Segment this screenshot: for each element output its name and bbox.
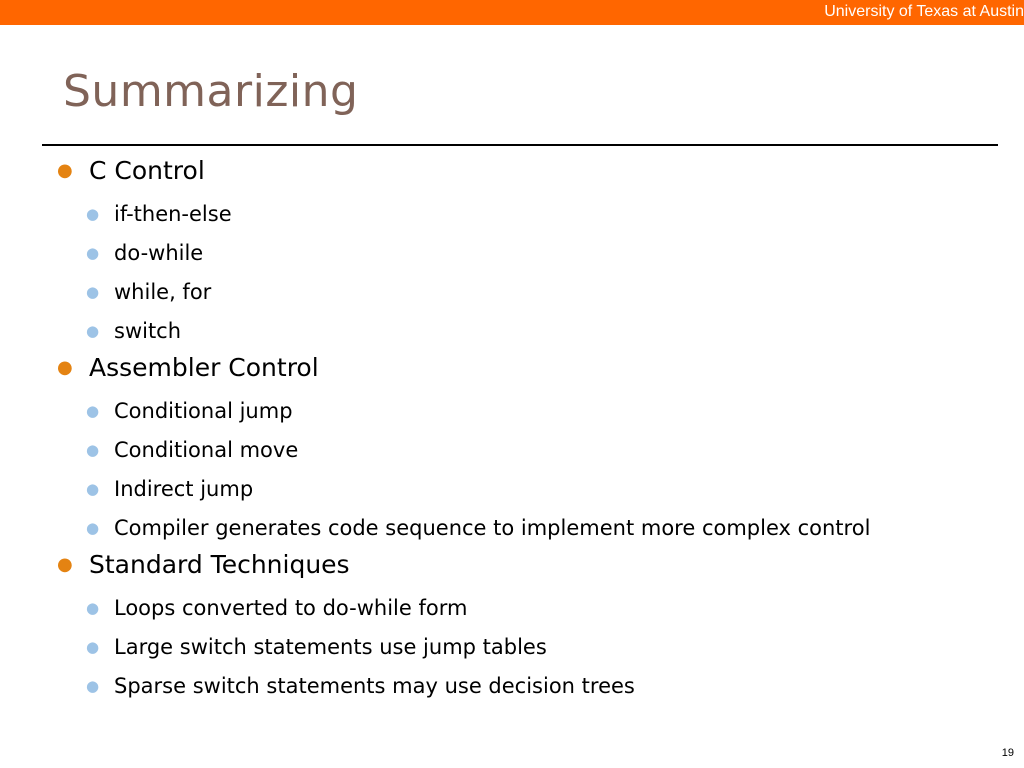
sub-bullet-item <box>56 316 956 346</box>
sub-bullet-text: do-while <box>114 241 204 265</box>
sub-bullet-item <box>56 474 956 504</box>
bullet-dot-icon: ● <box>86 283 100 301</box>
sub-bullet-text: Loops converted to do-while form <box>114 596 468 620</box>
sub-bullet-item <box>56 277 956 307</box>
sub-bullet-item <box>56 632 956 662</box>
bullet-dot-icon: ● <box>86 244 100 262</box>
bullet-dot-icon: ● <box>86 638 100 656</box>
title-divider <box>42 144 998 146</box>
sub-bullet-item <box>56 671 956 701</box>
sub-bullet-text: Conditional jump <box>114 399 293 423</box>
bullet-dot-icon: ● <box>86 677 100 695</box>
bullet-dot-icon: ● <box>86 519 100 537</box>
sub-bullet-item <box>56 435 956 465</box>
sub-bullet-text: Sparse switch statements may use decision trees <box>114 674 635 698</box>
sub-bullet-item <box>56 199 956 229</box>
bullet-dot-icon: ● <box>57 554 73 575</box>
sub-bullet-text: Compiler generates code sequence to implement more complex control <box>114 516 871 540</box>
bullet-list <box>56 152 956 701</box>
sub-bullet-item <box>56 238 956 268</box>
sub-bullet-text: if-then-else <box>114 202 232 226</box>
bullet-dot-icon: ● <box>57 357 73 378</box>
bullet-dot-icon: ● <box>86 480 100 498</box>
bullet-item-assembler-control <box>56 349 956 387</box>
sub-bullet-text: switch <box>114 319 182 343</box>
bullet-item-c-control <box>56 152 956 190</box>
sub-bullet-text: Large switch statements use jump tables <box>114 635 547 659</box>
bullet-text: Assembler Control <box>89 353 319 382</box>
sub-bullet-text: while, for <box>114 280 212 304</box>
bullet-text: Standard Techniques <box>89 550 350 579</box>
bullet-text: C Control <box>89 156 205 185</box>
bullet-dot-icon: ● <box>57 160 73 181</box>
sub-bullet-text: Conditional move <box>114 438 299 462</box>
organization-name: University of Texas at Austin <box>824 3 1024 20</box>
page-number: 19 <box>1001 747 1014 759</box>
bullet-dot-icon: ● <box>86 599 100 617</box>
bullet-dot-icon: ● <box>86 441 100 459</box>
sub-bullet-text: Indirect jump <box>114 477 254 501</box>
bullet-dot-icon: ● <box>86 205 100 223</box>
slide-title: Summarizing <box>63 66 359 117</box>
bullet-item-standard-techniques <box>56 546 956 584</box>
bullet-dot-icon: ● <box>86 322 100 340</box>
header-bar <box>0 0 1024 25</box>
sub-bullet-item <box>56 593 956 623</box>
sub-bullet-item <box>56 513 956 543</box>
bullet-dot-icon: ● <box>86 402 100 420</box>
sub-bullet-item <box>56 396 956 426</box>
